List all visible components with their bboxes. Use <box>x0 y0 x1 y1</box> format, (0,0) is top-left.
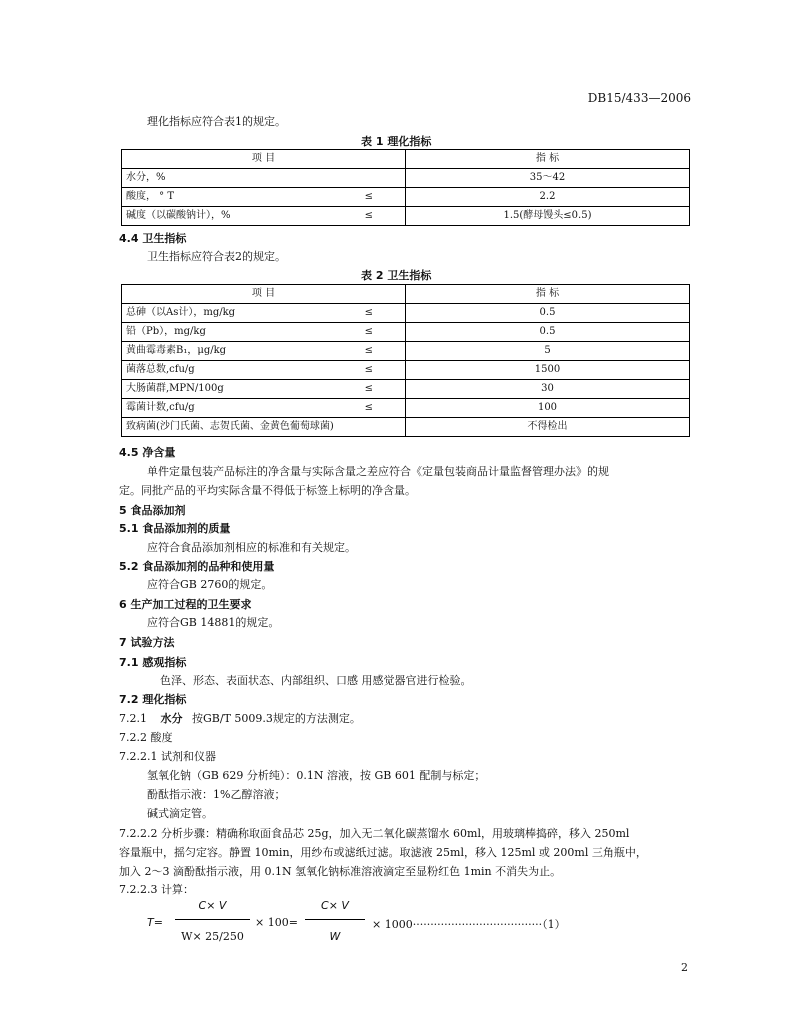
section-7-2-1-text: 按GB/T 5009.3规定的方法测定。 <box>192 712 361 725</box>
reagent-item: 酚酞指示液：1%乙醇溶液； <box>147 788 286 801</box>
section-7-2-2-title: 7.2.2 酸度 <box>119 731 173 744</box>
section-7-2-2-2-line3: 加入 2～3 滴酚酞指示液，用 0.1N 氢氧化钠标准溶液滴定至显粉红色 1min 不消失为止。 <box>119 865 562 878</box>
table-row <box>122 380 690 399</box>
section-5-2-title: 5.2 食品添加剂的品种和使用量 <box>119 560 275 573</box>
section-4-5-line2: 定。同批产品的平均实际含量不得低于标签上标明的净含量。 <box>119 484 416 497</box>
cell-value: 100 <box>406 399 690 418</box>
fraction-bar <box>175 919 250 920</box>
cell-item: 总砷（以As计），mg/kg ≤ <box>122 304 406 323</box>
cell-item: 大肠菌群,MPN/100g ≤ <box>122 380 406 399</box>
cell-value: 2.2 <box>406 188 690 207</box>
section-6-title: 6 生产加工过程的卫生要求 <box>119 598 252 611</box>
column-header-item: 项 目 <box>122 285 406 304</box>
formula-lhs: T= <box>147 916 163 929</box>
column-header-item: 项 目 <box>122 150 406 169</box>
section-6-text: 应符合GB 14881的规定。 <box>147 616 280 629</box>
cell-value: 0.5 <box>406 304 690 323</box>
reagent-item: 碱式滴定管。 <box>147 807 213 820</box>
formula-numerator-2: C× V <box>321 899 349 912</box>
formula-tail: × 1000·····································（1） <box>372 918 566 931</box>
cell-value: 0.5 <box>406 323 690 342</box>
table-header <box>122 285 690 304</box>
table-row <box>122 169 690 188</box>
section-4-5-title: 4.5 净含量 <box>119 446 176 459</box>
section-5-1-text: 应符合食品添加剂相应的标准和有关规定。 <box>147 541 356 554</box>
section-5-1-title: 5.1 食品添加剂的质量 <box>119 522 231 535</box>
intro-physicochemical: 理化指标应符合表1的规定。 <box>147 115 286 128</box>
cell-value: 30 <box>406 380 690 399</box>
table-row <box>122 342 690 361</box>
section-7-2-1-number: 7.2.1 <box>119 712 147 725</box>
formula-middle: × 100= <box>255 916 298 929</box>
column-header-value: 指 标 <box>406 285 690 304</box>
section-7-title: 7 试验方法 <box>119 636 175 649</box>
cell-value: 35～42 <box>406 169 690 188</box>
reagent-item: 氢氧化钠（GB 629 分析纯）：0.1N 溶液，按 GB 601 配制与标定； <box>147 769 486 782</box>
table-row <box>122 304 690 323</box>
table2 <box>121 284 690 437</box>
section-5-title: 5 食品添加剂 <box>119 504 186 517</box>
cell-value: 不得检出 <box>406 418 690 437</box>
section-7-2-2-1-title: 7.2.2.1 试剂和仪器 <box>119 750 216 763</box>
cell-item: 菌落总数,cfu/g ≤ <box>122 361 406 380</box>
formula-numerator-1: C× V <box>198 899 227 912</box>
section-7-2-1-title: 水分 <box>160 712 183 725</box>
formula-denominator-2: W <box>329 930 341 943</box>
cell-item: 水分，% <box>122 169 406 188</box>
section-5-2-text: 应符合GB 2760的规定。 <box>147 578 273 591</box>
fraction-bar <box>305 919 365 920</box>
table2-caption: 表 2 卫生指标 <box>361 269 432 282</box>
section-7-2-title: 7.2 理化指标 <box>119 693 187 706</box>
cell-value: 1.5(酵母馒头≤0.5) <box>406 207 690 226</box>
cell-item: 碱度（以碳酸钠计），% ≤ <box>122 207 406 226</box>
table-row <box>122 361 690 380</box>
doc-code: DB15/433—2006 <box>587 91 691 105</box>
cell-item: 霉菌计数,cfu/g ≤ <box>122 399 406 418</box>
section-7-2-2-2-line2: 容量瓶中，摇匀定容。静置 10min，用纱布或滤纸过滤。取滤液 25ml，移入 125ml 或 200ml 三角瓶中， <box>119 846 647 859</box>
section-4-5-line1: 单件定量包装产品标注的净含量与实际含量之差应符合《定量包装商品计量监督管理办法》的规 <box>147 465 609 478</box>
table-header <box>122 150 690 169</box>
cell-item: 黄曲霉毒素B₁，μg/kg ≤ <box>122 342 406 361</box>
section-7-1-text: 色泽、形态、表面状态、内部组织、口感 用感觉器官进行检验。 <box>160 674 472 687</box>
formula-denominator-1: W× 25/250 <box>181 930 244 943</box>
section-7-1-title: 7.1 感观指标 <box>119 656 187 669</box>
table-row <box>122 207 690 226</box>
cell-item: 酸度， ° T ≤ <box>122 188 406 207</box>
table-row <box>122 399 690 418</box>
table1-caption: 表 1 理化指标 <box>361 135 432 148</box>
cell-item: 致病菌(沙门氏菌、志贺氏菌、金黄色葡萄球菌) <box>122 418 406 437</box>
section-7-2-1 <box>119 710 361 726</box>
cell-item: 铅（Pb），mg/kg ≤ <box>122 323 406 342</box>
cell-value: 1500 <box>406 361 690 380</box>
section-7-2-2-3-title: 7.2.2.3 计算： <box>119 883 194 896</box>
section-7-2-2-2-line1: 7.2.2.2 分析步骤：精确称取面食品芯 25g，加入无二氧化碳蒸馏水 60ml，用玻璃棒捣碎，移入 250ml <box>119 827 630 840</box>
page-number: 2 <box>681 961 688 974</box>
column-header-value: 指 标 <box>406 150 690 169</box>
table-row <box>122 323 690 342</box>
cell-value: 5 <box>406 342 690 361</box>
section-4-4-title: 4.4 卫生指标 <box>119 232 187 245</box>
table-row <box>122 188 690 207</box>
table-row <box>122 418 690 437</box>
table1 <box>121 149 690 226</box>
section-4-4-text: 卫生指标应符合表2的规定。 <box>147 250 286 263</box>
